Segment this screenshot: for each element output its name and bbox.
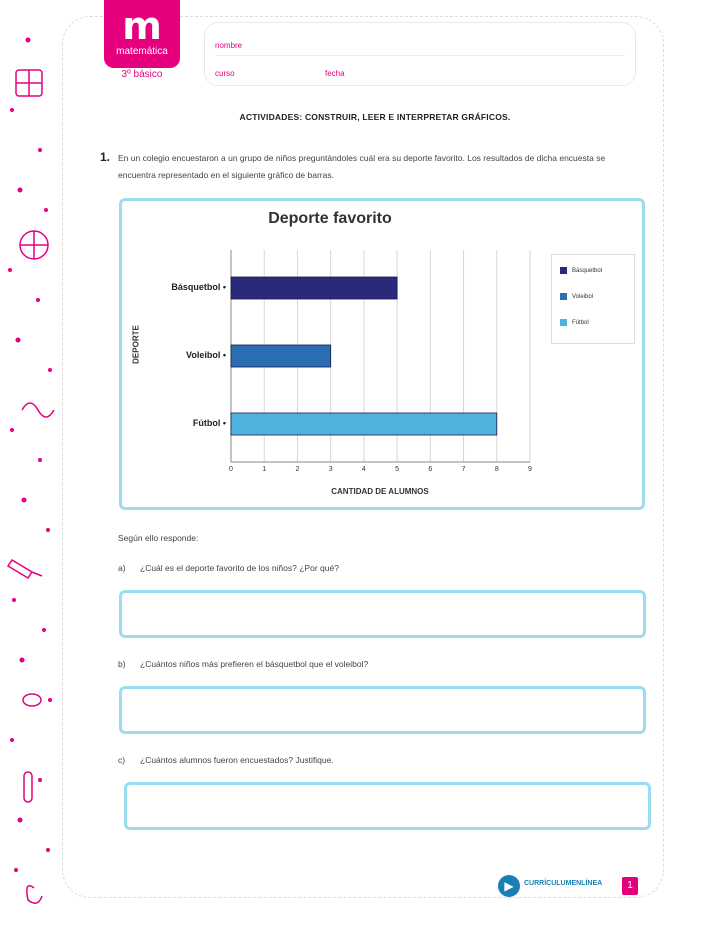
- logo-letter: m: [122, 4, 162, 48]
- name-label: nombre: [215, 41, 243, 50]
- question-number: 1.: [100, 150, 111, 164]
- answer-box-b[interactable]: [119, 686, 646, 734]
- date-label: fecha: [325, 69, 345, 78]
- x-tick-label: 7: [461, 466, 466, 473]
- side-decoration: [0, 0, 70, 933]
- x-tick-label: 8: [494, 466, 499, 473]
- answer-box-c[interactable]: [124, 782, 651, 830]
- legend-label: Básquetbol: [572, 268, 603, 275]
- x-tick-label: 5: [395, 466, 400, 473]
- legend-swatch: [560, 293, 567, 300]
- legend-swatch: [560, 267, 567, 274]
- info-divider: [215, 55, 625, 56]
- x-tick-label: 2: [295, 466, 300, 473]
- subject-logo: [104, 0, 180, 82]
- legend-label: Voleibol: [572, 294, 594, 301]
- chart-legend: [551, 254, 635, 344]
- question-b-text: ¿Cuántos niños más prefieren el básquetbol que el voleibol?: [140, 659, 369, 669]
- instruction-text: Según ello responde:: [118, 533, 199, 543]
- category-label: Básquetbol •: [171, 282, 226, 292]
- x-tick-label: 0: [229, 466, 233, 473]
- question-a: [118, 563, 339, 573]
- category-label: Voleibol •: [186, 350, 226, 360]
- question-letter: b): [118, 659, 126, 669]
- play-icon: ▶: [498, 875, 520, 897]
- logo-word: matemática: [116, 46, 168, 57]
- y-axis-label: DEPORTE: [131, 325, 141, 364]
- question-text: En un colegio encuestaron a un grupo de niños preguntándoles cuál era su deporte favorito. Los resultados de dicha encuesta se encuentra representado en el siguiente gráfico de barras.: [118, 153, 606, 180]
- question-a-text: ¿Cuál es el deporte favorito de los niños? ¿Por qué?: [140, 563, 339, 573]
- answer-box-a[interactable]: [119, 590, 646, 638]
- question-letter: c): [118, 755, 126, 765]
- legend-item: [560, 293, 593, 300]
- question-b: [118, 659, 368, 669]
- x-tick-label: 4: [361, 466, 366, 473]
- logo-badge: [104, 0, 180, 68]
- student-info-box: [204, 22, 636, 86]
- question-letter: a): [118, 563, 126, 573]
- activity-title: ACTIVIDADES: CONSTRUIR, LEER E INTERPRETAR GRÁFICOS.: [239, 112, 511, 122]
- legend-item: [560, 267, 602, 274]
- category-label: Fútbol •: [192, 418, 226, 428]
- grade-label: 3º básico: [121, 69, 163, 80]
- x-tick-label: 3: [328, 466, 333, 473]
- question-c-text: ¿Cuántos alumnos fueron encuestados? Justifique.: [140, 755, 334, 765]
- x-tick-label: 9: [528, 466, 532, 473]
- chart-title: Deporte favorito: [268, 210, 392, 227]
- legend-item: [560, 319, 589, 326]
- x-tick-label: 1: [262, 466, 267, 473]
- course-label: curso: [215, 69, 235, 78]
- x-axis-label: CANTIDAD DE ALUMNOS: [331, 487, 429, 496]
- question-c: [118, 755, 334, 765]
- legend-swatch: [560, 319, 567, 326]
- footer-brand: CURRÍCULUMENLÍNEA: [524, 880, 603, 887]
- x-tick-label: 6: [428, 466, 433, 473]
- legend-label: Fútbol: [572, 320, 589, 327]
- page-number: 1: [622, 877, 638, 895]
